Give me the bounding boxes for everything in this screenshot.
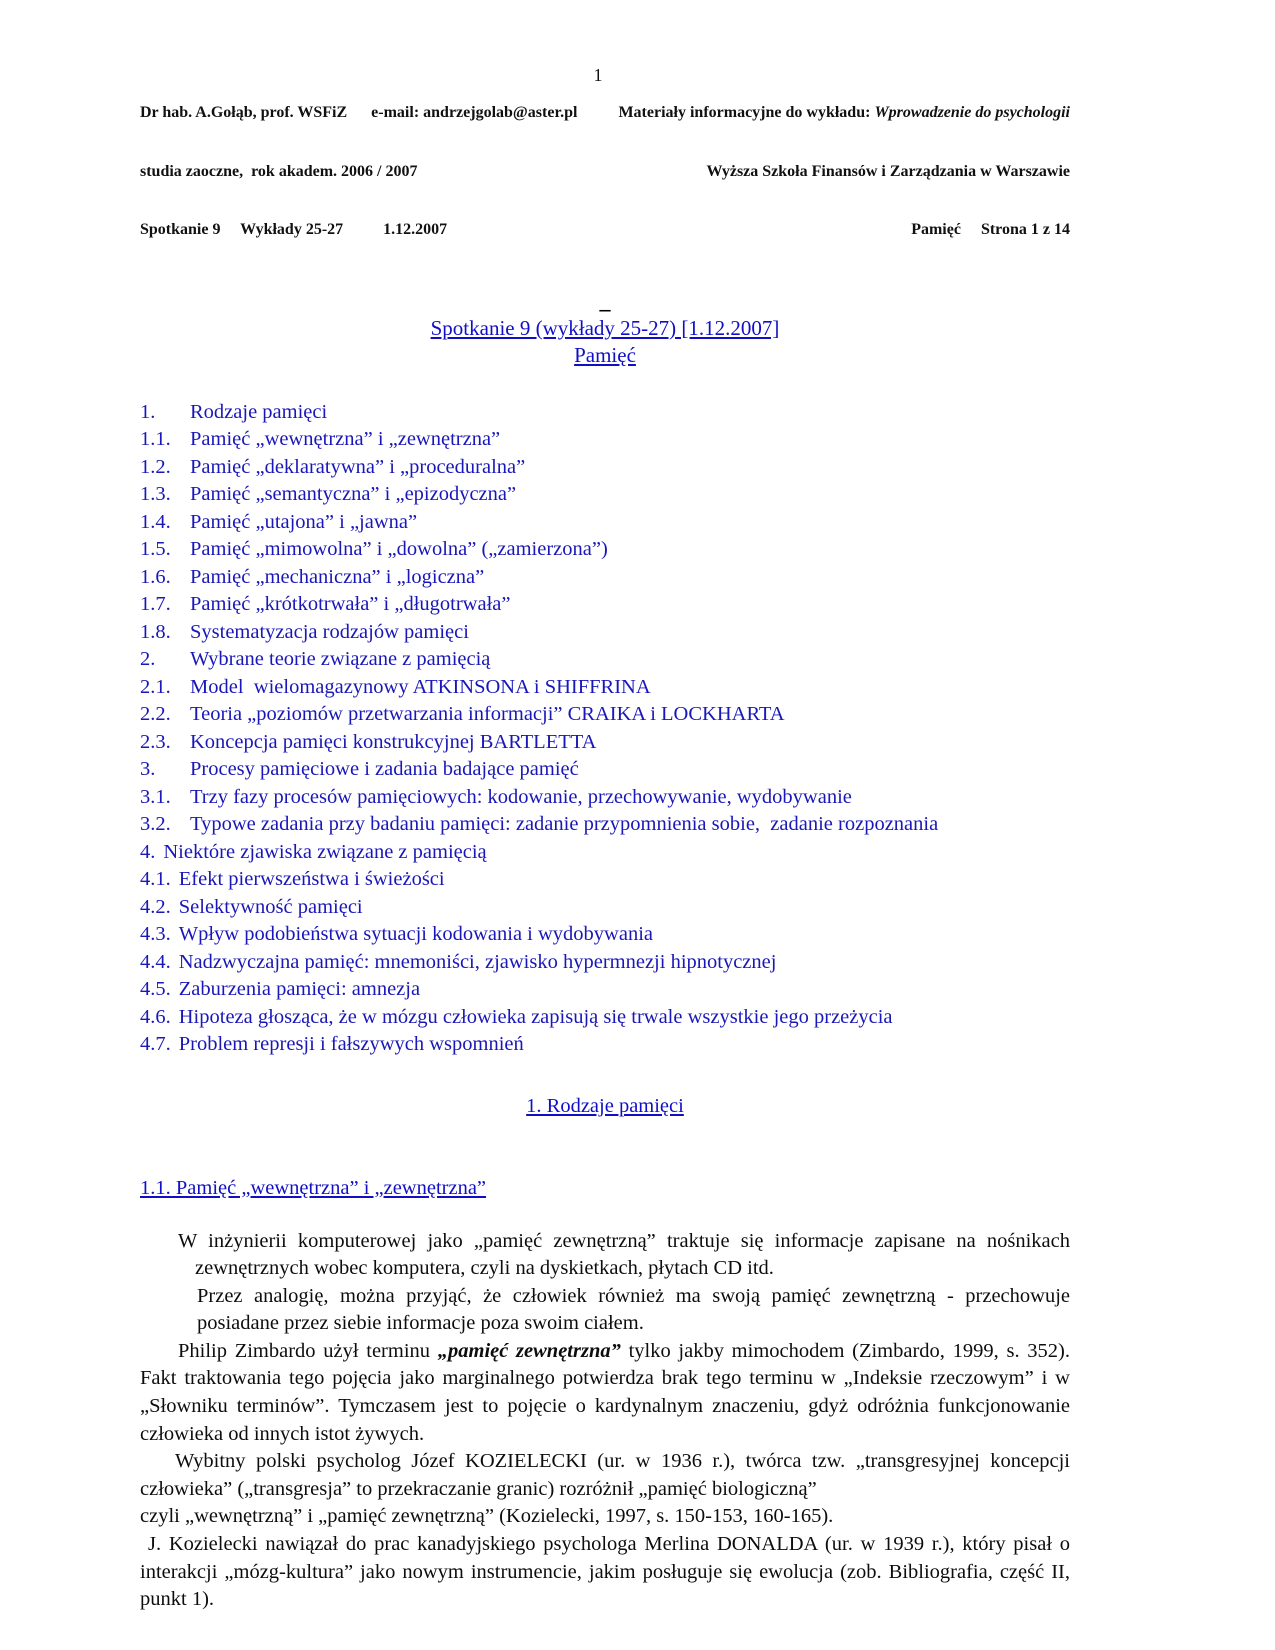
header-meeting-line: Spotkanie 9 Wykłady 25-27 1.12.2007 [140, 221, 448, 238]
outline-item-number: 3. [140, 758, 156, 780]
outline-item [140, 701, 1070, 729]
outline-item-text: Nadzwyczajna pamięć: mnemoniści, zjawisko hypermnezji hipnotycznej [178, 950, 777, 973]
section-heading [140, 1093, 1070, 1120]
outline-item-text: Problem represji i fałszywych wspomnień [178, 1033, 524, 1055]
paragraph-analogy: Przez analogię, można przyjąć, że człowiek również ma swoją pamięć zewnętrzną - przechowuje posiadane przez siebie informacje poza swoim ciałem. [197, 1284, 1070, 1335]
outline-item-text: Efekt pierwszeństwa i świeżości [178, 868, 445, 890]
outline-item [140, 564, 1070, 592]
outline-item-number: 3.1. [140, 785, 171, 808]
subsection-heading-link[interactable]: 1.1. Pamięć „wewnętrzna” i „zewnętrzna” [140, 1176, 487, 1199]
header-studies-line: studia zaoczne, rok akadem. 2006 / 2007 [140, 162, 418, 180]
paragraph-kozielecki-continued: czyli „wewnętrzną” i „pamięć zewnętrzną” (Kozielecki, 1997, s. 150-153, 160-165). [140, 1505, 834, 1528]
outline-item-number: 2.1. [140, 675, 171, 698]
outline-item-number: 4.2. [140, 895, 171, 918]
outline-item-text: Selektywność pamięci [178, 895, 363, 918]
outline-item-text: Pamięć „krótkotrwała” i „długotrwała” [190, 593, 511, 615]
outline-item-text: Trzy fazy procesów pamięciowych: kodowanie, przechowywanie, wydobywanie [190, 785, 852, 808]
title-dash: – [599, 295, 611, 321]
outline-item-text: Wybrane teorie związane z pamięcią [190, 648, 491, 670]
outline-item [140, 976, 1070, 1004]
outline-item-number: 2.2. [140, 703, 171, 725]
document-subtitle [140, 342, 1070, 369]
outline-item-text: Pamięć „utajona” i „jawna” [190, 510, 418, 533]
zimbardo-text-after: tylko jakby mimochodem (Zimbardo, 1999, s. 352). Fakt traktowania tego pojęcia jako marginalnego potwierdza brak tego terminu w „Indeksie rzeczowym” i w „Słowniku terminów”. Tymczasem jest to pojęcie o kardynalnym znaczeniu, gdyż odróżnia funkcjonowanie człowieka od innych istot żywych. [140, 1339, 1070, 1445]
outline-item-text: Pamięć „wewnętrzna” i „zewnętrzna” [190, 428, 501, 450]
outline-item-number: 1.6. [140, 565, 171, 588]
outline-item [140, 591, 1070, 619]
outline-item [140, 729, 1070, 757]
outline-item-text: Procesy pamięciowe i zadania badające pamięć [190, 758, 579, 780]
outline-item [140, 921, 1070, 949]
header-course-block [618, 64, 1070, 279]
subsection-heading [140, 1175, 1070, 1202]
outline-item [140, 536, 1070, 564]
outline-item-text: Niektóre zjawiska związane z pamięcią [163, 840, 487, 863]
outline-item [140, 784, 1070, 812]
course-line-prefix: Materiały informacyjne do wykładu: [618, 104, 875, 121]
outline-item-text: Koncepcja pamięci konstrukcyjnej BARTLETTA [190, 730, 597, 753]
outline-item [140, 949, 1070, 977]
page-number: 1 [593, 65, 603, 85]
outline-item-text: Pamięć „mechaniczna” i „logiczna” [190, 565, 485, 588]
outline-item [140, 811, 1070, 839]
document-subtitle-link[interactable]: Pamięć [574, 342, 636, 367]
outline-item [140, 756, 1070, 784]
header-topic-page-line: Pamięć Strona 1 z 14 [911, 221, 1070, 238]
paragraph-kozielecki: Wybitny polski psycholog Józef KOZIELECKI (ur. w 1936 r.), twórca tzw. „transgresyjnej koncepcji człowieka” („transgresja” to przekraczanie granic) rozróżnił „pamięć biologiczną” [140, 1450, 1070, 1500]
outline-item-number: 2. [140, 648, 156, 670]
outline-list [140, 399, 1070, 1059]
paragraph-zimbardo [140, 1338, 1070, 1448]
outline-item-number: 2.3. [140, 730, 171, 753]
outline-item [140, 426, 1070, 454]
outline-item-number: 4.6. [140, 1005, 171, 1028]
page-header [140, 64, 1070, 279]
paragraph-computer-memory: W inżynierii komputerowej jako „pamięć zewnętrzną” traktuje się informacje zapisane na nośnikach zewnętrznych wobec komputera, czyli na dyskietkach, płytach CD itd. [178, 1229, 1070, 1280]
outline-item-text: Zaburzenia pamięci: amnezja [178, 978, 421, 1000]
outline-item [140, 894, 1070, 922]
zimbardo-text-before: Philip Zimbardo użył terminu [178, 1339, 438, 1362]
emphasized-term: „pamięć zewnętrzna” [437, 1339, 621, 1362]
outline-item-text: Pamięć „semantyczna” i „epizodyczna” [190, 483, 517, 505]
outline-item-number: 1. [140, 400, 156, 423]
outline-item-text: Pamięć „mimowolna” i „dowolna” („zamierzona”) [190, 538, 608, 560]
outline-item [140, 399, 1070, 427]
page-content [140, 0, 1070, 1614]
outline-item-text: Wpływ podobieństwa sytuacji kodowania i wydobywania [178, 923, 654, 945]
outline-item [140, 674, 1070, 702]
outline-item-number: 1.8. [140, 620, 171, 643]
outline-item-number: 4.1. [140, 868, 171, 890]
outline-item [140, 509, 1070, 537]
outline-item-number: 1.2. [140, 455, 171, 478]
outline-item-number: 1.3. [140, 483, 171, 505]
document-title-link[interactable]: Spotkanie 9 (wykłady 25-27) [1.12.2007] [430, 315, 780, 340]
outline-item-text: Rodzaje pamięci [190, 400, 328, 423]
outline-item-number: 4.7. [140, 1033, 171, 1055]
paragraph-donald: J. Kozielecki nawiązał do prac kanadyjskiego psychologa Merlina DONALDA (ur. w 1939 r.), który pisał o interakcji „mózg-kultura” jako nowym instrumencie, jakim posługuje się ewolucja (zob. Bibliografia, część II, punkt 1). [140, 1533, 1070, 1611]
outline-item-number: 1.7. [140, 593, 171, 615]
outline-item-number: 4.3. [140, 923, 171, 945]
body-text [140, 1228, 1070, 1614]
outline-item-number: 3.2. [140, 813, 171, 835]
header-course-line [618, 103, 1070, 123]
outline-item [140, 646, 1070, 674]
section-heading-link[interactable]: 1. Rodzaje pamięci [526, 1094, 684, 1117]
outline-item-number: 4. [140, 840, 156, 863]
outline-item-text: Teoria „poziomów przetwarzania informacji” CRAIKA i LOCKHARTA [190, 703, 785, 725]
header-author-line: Dr hab. A.Gołąb, prof. WSFiZ e-mail: andrzejgolab@aster.pl [140, 104, 578, 121]
outline-item-text: Hipoteza głosząca, że w mózgu człowieka zapisują się trwale wszystkie jego przeżycia [178, 1005, 893, 1028]
document-title [140, 315, 1070, 342]
outline-item-number: 4.5. [140, 978, 171, 1000]
outline-item [140, 454, 1070, 482]
outline-item [140, 866, 1070, 894]
outline-item [140, 481, 1070, 509]
outline-item [140, 839, 1070, 867]
outline-item-text: Pamięć „deklaratywna” i „proceduralna” [190, 455, 526, 478]
outline-item [140, 1031, 1070, 1059]
outline-item [140, 619, 1070, 647]
outline-item-number: 1.1. [140, 428, 171, 450]
outline-item-text: Model wielomagazynowy ATKINSONA i SHIFFRINA [190, 675, 651, 698]
outline-item-text: Systematyzacja rodzajów pamięci [190, 620, 469, 643]
header-school-line: Wyższa Szkoła Finansów i Zarządzania w Warszawie [706, 162, 1070, 180]
outline-item-number: 1.5. [140, 538, 171, 560]
outline-item [140, 1004, 1070, 1032]
outline-item-text: Typowe zadania przy badaniu pamięci: zadanie przypomnienia sobie, zadanie rozpoznania [190, 813, 939, 835]
outline-item-number: 1.4. [140, 510, 171, 533]
header-author-block [140, 64, 577, 279]
course-title-italic: Wprowadzenie do psychologii [874, 104, 1070, 121]
outline-item-number: 4.4. [140, 950, 171, 973]
